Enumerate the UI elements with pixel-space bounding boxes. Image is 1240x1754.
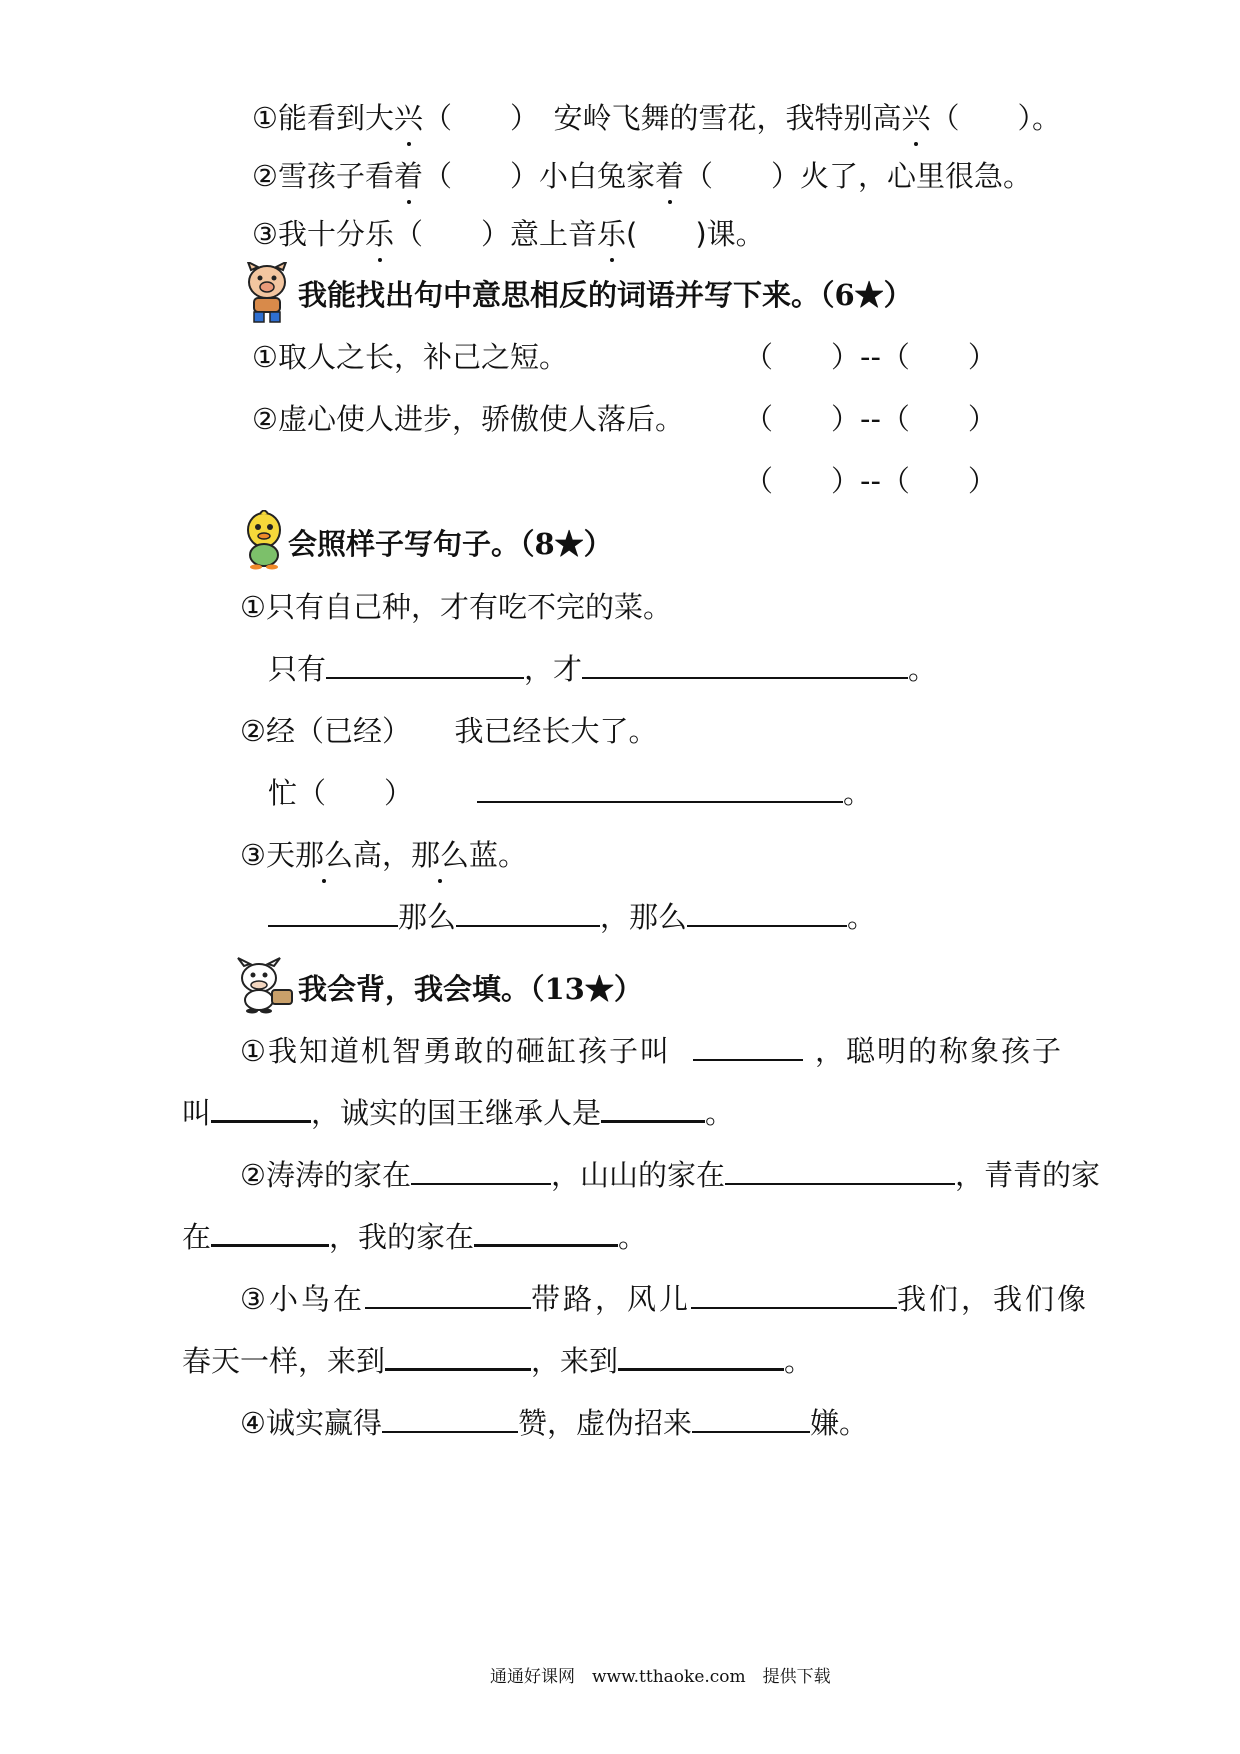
recite-q2b: 在 ，我的家在 。 xyxy=(182,1220,648,1254)
blank[interactable] xyxy=(365,1281,531,1309)
duck-icon xyxy=(242,510,286,570)
blank[interactable] xyxy=(601,1094,705,1123)
blank[interactable] xyxy=(693,1033,803,1061)
blank[interactable] xyxy=(691,1281,897,1309)
sentence-q3-answer: 那么 ，那么 。 xyxy=(268,897,876,937)
sentence-q1: ①只有自己种，才有吃不完的菜。 xyxy=(240,590,672,624)
blank[interactable] xyxy=(385,1342,531,1371)
recite-q3b: 春天一样，来到 ，来到 。 xyxy=(182,1344,814,1378)
antonym-q2: ②虚心使人进步，骄傲使人落后。 xyxy=(252,402,684,436)
recite-q3a: ③小鸟在 带路，风儿 我们，我们像 xyxy=(240,1282,1090,1316)
answer-pair-3: （ ）--（ ） xyxy=(744,464,997,498)
blank[interactable] xyxy=(382,1405,518,1433)
sentence-q1-answer: 只有 ，才 。 xyxy=(268,652,938,686)
recite-q1a: ①我知道机智勇敢的砸缸孩子叫 ，聪明的称象孩子 xyxy=(240,1034,1064,1068)
blank[interactable] xyxy=(211,1218,329,1247)
blank[interactable] xyxy=(477,775,843,803)
blank[interactable] xyxy=(474,1218,618,1247)
sentence-q2-answer: 忙（ ） 。 xyxy=(268,776,873,810)
page-footer: 通通好课网 www.tthaoke.com 提供下载 xyxy=(490,1667,831,1687)
blank[interactable] xyxy=(268,899,398,927)
blank[interactable] xyxy=(456,899,600,927)
q-polyphone-1: ①能看到大兴（ ） 安岭飞舞的雪花，我特别高兴（ ）。 xyxy=(252,98,1061,138)
blank[interactable] xyxy=(582,651,908,679)
recite-q1b: 叫 ，诚实的国王继承人是 。 xyxy=(182,1096,735,1130)
section2-title: 会照样子写句子。（8★） xyxy=(288,527,613,561)
antonym-q1: ①取人之长，补己之短。 xyxy=(252,340,568,374)
pig-icon xyxy=(244,262,290,324)
blank[interactable] xyxy=(326,651,524,679)
section3-title: 我会背，我会填。（13★） xyxy=(298,972,643,1006)
sentence-q2: ②经（已经） 我已经长大了。 xyxy=(240,714,658,748)
q-polyphone-2: ②雪孩子看着（ ）小白兔家着（ ）火了，心里很急。 xyxy=(252,156,1032,196)
sentence-q3: ③天那么高，那么蓝。 xyxy=(240,835,527,875)
answer-pair-2: （ ）--（ ） xyxy=(744,402,997,436)
q-polyphone-3: ③我十分乐（ ）意上音乐( )课。 xyxy=(252,214,765,254)
blank[interactable] xyxy=(725,1157,955,1185)
section1-title: 我能找出句中意思相反的词语并写下来。（6★） xyxy=(298,278,913,312)
blank[interactable] xyxy=(411,1157,551,1185)
blank[interactable] xyxy=(211,1094,311,1123)
blank[interactable] xyxy=(687,899,847,927)
recite-q2a: ②涛涛的家在 ，山山的家在 ，青青的家 xyxy=(240,1158,1101,1192)
cow-icon xyxy=(234,956,296,1014)
blank[interactable] xyxy=(692,1405,810,1433)
blank[interactable] xyxy=(618,1342,784,1371)
recite-q4: ④诚实赢得 赞，虚伪招来 嫌。 xyxy=(240,1406,869,1440)
answer-pair-1: （ ）--（ ） xyxy=(744,340,997,374)
